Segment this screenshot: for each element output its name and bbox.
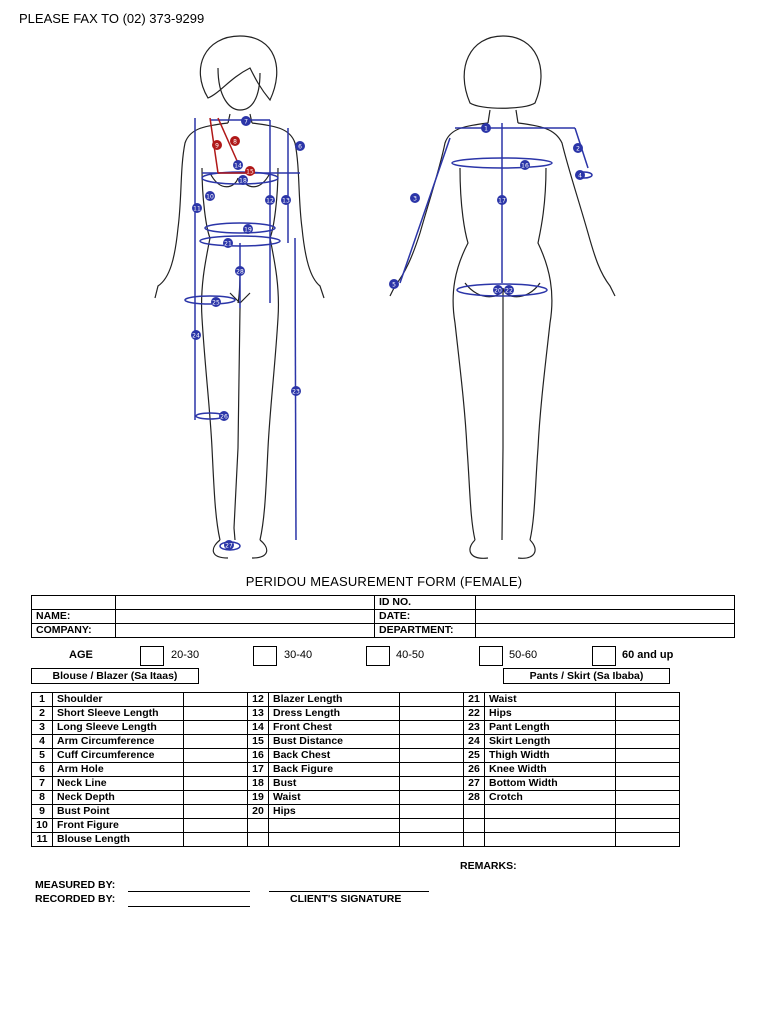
measurement-value-field[interactable] (400, 749, 464, 763)
marker-label: 17 (498, 197, 506, 205)
marker-label: 21 (224, 240, 232, 248)
measurement-value-field[interactable] (184, 749, 248, 763)
measurement-number: 25 (464, 749, 485, 763)
measurement-label: Hips (485, 707, 616, 721)
measurement-label: Hips (269, 805, 400, 819)
table-row (32, 805, 680, 819)
measurement-label: Crotch (485, 791, 616, 805)
marker-label: 12 (266, 197, 274, 205)
department-label: DEPARTMENT: (375, 624, 476, 638)
measurement-value-field[interactable] (184, 833, 248, 847)
marker-label: 4 (578, 172, 582, 180)
age-option-label: 50-60 (509, 649, 538, 661)
marker-label: 8 (233, 138, 237, 146)
measurement-number: 17 (248, 763, 269, 777)
measurement-label: Back Chest (269, 749, 400, 763)
measurement-value-field[interactable] (184, 763, 248, 777)
blank-cell (116, 596, 375, 610)
age-checkbox-40-50[interactable] (366, 646, 390, 666)
measurement-value-field[interactable] (400, 693, 464, 707)
marker-label: 20 (494, 287, 502, 295)
age-checkbox-30-40[interactable] (253, 646, 277, 666)
measurement-value-field[interactable] (616, 721, 680, 735)
department-field[interactable] (476, 624, 735, 638)
measurement-number: 28 (464, 791, 485, 805)
measurement-label: Dress Length (269, 707, 400, 721)
measurement-number: 20 (248, 805, 269, 819)
marker-label: 7 (244, 118, 248, 126)
measurement-value-field[interactable] (184, 721, 248, 735)
id-label: ID NO. (375, 596, 476, 610)
recorded-by-label: RECORDED BY: (35, 893, 116, 905)
measurement-number: 8 (32, 791, 53, 805)
measurement-number (464, 805, 485, 819)
marker-label: 10 (206, 193, 214, 201)
measurement-number: 19 (248, 791, 269, 805)
table-row (32, 721, 680, 735)
body-figures-illustration (110, 28, 650, 573)
age-option-label: 40-50 (396, 649, 425, 661)
table-row (32, 777, 680, 791)
measurement-value-field[interactable] (616, 735, 680, 749)
measurement-label: Waist (269, 791, 400, 805)
measurement-number: 11 (32, 833, 53, 847)
measurement-value-field[interactable] (400, 763, 464, 777)
measurement-label: Bottom Width (485, 777, 616, 791)
measurement-label: Short Sleeve Length (53, 707, 184, 721)
client-info-table (31, 595, 735, 638)
measurement-number (248, 819, 269, 833)
table-row (32, 833, 680, 847)
remarks-label: REMARKS: (460, 860, 517, 872)
age-option-label: 30-40 (284, 649, 313, 661)
measurement-label: Front Figure (53, 819, 184, 833)
name-field[interactable] (116, 610, 375, 624)
measurement-number: 12 (248, 693, 269, 707)
measurement-value-field[interactable] (616, 749, 680, 763)
measurement-label: Cuff Circumference (53, 749, 184, 763)
signature-line[interactable] (269, 891, 429, 892)
measurement-label: Pant Length (485, 721, 616, 735)
measurement-value-field[interactable] (184, 693, 248, 707)
marker-label: 1 (484, 125, 488, 133)
measurement-value-field[interactable] (400, 805, 464, 819)
measurement-value-field[interactable] (616, 693, 680, 707)
form-title: PERIDOU MEASUREMENT FORM (FEMALE) (245, 574, 523, 589)
measurement-value-field[interactable] (400, 707, 464, 721)
measurement-value-field[interactable] (616, 777, 680, 791)
measurement-number: 18 (248, 777, 269, 791)
measurement-value-field[interactable] (400, 721, 464, 735)
measurement-label: Bust Distance (269, 735, 400, 749)
measurement-number: 1 (32, 693, 53, 707)
marker-label: 11 (193, 205, 201, 213)
measurement-number: 4 (32, 735, 53, 749)
marker-label: 5 (392, 281, 396, 289)
measured-by-line[interactable] (128, 891, 250, 892)
measurement-number: 3 (32, 721, 53, 735)
company-label: COMPANY: (32, 624, 116, 638)
marker-label: 19 (244, 226, 252, 234)
measurement-label: Waist (485, 693, 616, 707)
measurement-label: Knee Width (485, 763, 616, 777)
id-field[interactable] (476, 596, 735, 610)
table-row (32, 749, 680, 763)
measured-by-label: MEASURED BY: (35, 879, 116, 891)
measurement-label (269, 819, 400, 833)
measurement-value-field[interactable] (400, 791, 464, 805)
measurement-label: Blouse Length (53, 833, 184, 847)
measurement-number: 26 (464, 763, 485, 777)
measurement-value-field[interactable] (184, 707, 248, 721)
measurement-value-field[interactable] (400, 833, 464, 847)
marker-label: 24 (192, 332, 200, 340)
marker-label: 6 (298, 143, 302, 151)
recorded-by-line[interactable] (128, 906, 250, 907)
marker-label: 9 (215, 142, 219, 150)
age-checkbox-20-30[interactable] (140, 646, 164, 666)
measurement-number: 15 (248, 735, 269, 749)
marker-label: 3 (413, 195, 417, 203)
marker-label: 22 (505, 287, 513, 295)
age-label: AGE (69, 649, 93, 661)
measurement-number: 9 (32, 805, 53, 819)
measurement-value-field[interactable] (400, 735, 464, 749)
measurement-value-field[interactable] (616, 707, 680, 721)
measurement-label: Shoulder (53, 693, 184, 707)
measurement-value-field[interactable] (184, 777, 248, 791)
measurement-number (464, 819, 485, 833)
measurement-number: 24 (464, 735, 485, 749)
measurement-value-field[interactable] (184, 819, 248, 833)
date-label: DATE: (375, 610, 476, 624)
measurement-number: 13 (248, 707, 269, 721)
measurement-number: 7 (32, 777, 53, 791)
measurement-value-field[interactable] (616, 833, 680, 847)
marker-label: 23 (292, 388, 300, 396)
measurement-number: 2 (32, 707, 53, 721)
fax-instruction: PLEASE FAX TO (02) 373-9299 (19, 11, 205, 26)
measurement-number (248, 833, 269, 847)
measurement-value-field[interactable] (184, 805, 248, 819)
marker-label: 2 (576, 145, 580, 153)
signature-label: CLIENT'S SIGNATURE (290, 893, 402, 905)
table-row (32, 707, 680, 721)
measurement-number: 22 (464, 707, 485, 721)
measurement-label: Thigh Width (485, 749, 616, 763)
measurement-number: 6 (32, 763, 53, 777)
measurement-value-field[interactable] (616, 805, 680, 819)
measurement-number: 23 (464, 721, 485, 735)
marker-label: 27 (225, 542, 233, 550)
measurement-value-field[interactable] (616, 819, 680, 833)
age-option-label: 20-30 (171, 649, 200, 661)
measurement-label: Skirt Length (485, 735, 616, 749)
upper-section-header: Blouse / Blazer (Sa Itaas) (31, 668, 199, 684)
marker-label: 18 (239, 177, 247, 185)
measurement-label: Bust (269, 777, 400, 791)
company-field[interactable] (116, 624, 375, 638)
lower-section-header: Pants / Skirt (Sa Ibaba) (503, 668, 670, 684)
marker-label: 16 (521, 162, 529, 170)
back-figure (390, 36, 615, 558)
measurement-label: Back Figure (269, 763, 400, 777)
measurement-label: Arm Circumference (53, 735, 184, 749)
measurement-value-field[interactable] (184, 791, 248, 805)
measurement-label (485, 819, 616, 833)
table-row (32, 763, 680, 777)
measurement-label (269, 833, 400, 847)
measurement-number: 16 (248, 749, 269, 763)
measurement-value-field[interactable] (184, 735, 248, 749)
measurements-table (31, 692, 680, 847)
measurement-label: Bust Point (53, 805, 184, 819)
marker-label: 13 (282, 197, 290, 205)
measurement-label (485, 805, 616, 819)
measurement-number: 21 (464, 693, 485, 707)
measurement-number: 10 (32, 819, 53, 833)
measurement-number: 27 (464, 777, 485, 791)
marker-label: 15 (246, 168, 254, 176)
measurement-label: Neck Depth (53, 791, 184, 805)
measurement-number: 14 (248, 721, 269, 735)
table-row (32, 819, 680, 833)
age-checkbox-60-up[interactable] (592, 646, 616, 666)
date-field[interactable] (476, 610, 735, 624)
table-row (32, 693, 680, 707)
marker-label: 25 (212, 299, 220, 307)
measurement-number: 5 (32, 749, 53, 763)
table-row (32, 791, 680, 805)
measurement-markers (191, 116, 585, 550)
measurement-value-field[interactable] (400, 777, 464, 791)
measurement-label: Front Chest (269, 721, 400, 735)
name-label: NAME: (32, 610, 116, 624)
marker-label: 26 (220, 413, 228, 421)
measurement-label (485, 833, 616, 847)
marker-label: 28 (236, 268, 244, 276)
measurement-number (464, 833, 485, 847)
measurement-value-field[interactable] (616, 791, 680, 805)
measurement-label: Neck Line (53, 777, 184, 791)
age-option-label: 60 and up (622, 649, 674, 661)
measurement-label: Arm Hole (53, 763, 184, 777)
blank-cell (32, 596, 116, 610)
marker-label: 14 (234, 162, 242, 170)
measurement-value-field[interactable] (616, 763, 680, 777)
measurement-value-field[interactable] (400, 819, 464, 833)
table-row (32, 735, 680, 749)
measurement-label: Blazer Length (269, 693, 400, 707)
measurement-label: Long Sleeve Length (53, 721, 184, 735)
age-checkbox-50-60[interactable] (479, 646, 503, 666)
